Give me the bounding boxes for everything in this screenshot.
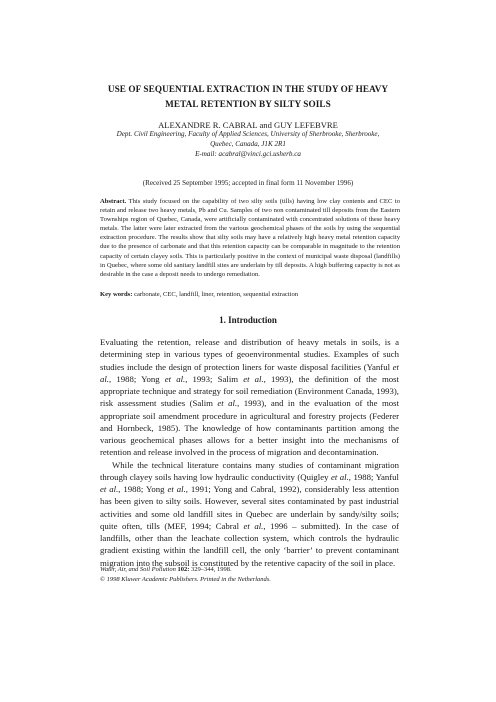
paragraph-1	[100, 336, 399, 459]
journal-volume: 102:	[177, 566, 190, 573]
paragraph-2-text: While the technical literature contains many studies of contaminant migration through clayey soils having low hydraulic conductivity (Quigley	[100, 459, 399, 482]
paragraph-2-text: , 1988; Yanful	[348, 471, 399, 482]
copyright-line	[100, 575, 400, 585]
et-al: et al.	[243, 520, 264, 531]
copyright-text: 1998 Kluwer Academic Publishers. Printed in the Netherlands.	[106, 575, 271, 583]
abstract-label: Abstract.	[100, 198, 127, 205]
abstract	[100, 197, 400, 279]
paper-title	[40, 82, 456, 111]
received-dates: (Received 25 September 1995; accepted in final form 11 November 1996)	[142, 179, 354, 187]
keywords	[100, 290, 400, 299]
keywords-text: carbonate, CEC, landfill, liner, retention, sequential extraction	[134, 291, 299, 298]
author-list: ALEXANDRE R. CABRAL and GUY LEFEBVRE	[158, 120, 338, 130]
paragraph-2	[100, 459, 399, 569]
copyright-icon: ©	[100, 575, 105, 583]
title-line-2: METAL RETENTION BY SILTY SOILS	[165, 98, 331, 109]
author-affiliation	[60, 130, 436, 159]
introduction-body	[100, 336, 399, 569]
paragraph-1-text: , 1993; Salim	[185, 373, 244, 384]
paragraph-1-text: , 1993), and in the evaluation of the most appropriate soil amendment procedure in agricultural and forestry projects (Federer and Hornbeck, 1985). The knowledge of how contaminants partition among the various geochemical phases allows for a better insight into the mechanisms of retention and release involved in the process of migration and decontamination.	[100, 398, 400, 458]
paragraph-1-text: Evaluating the retention, release and distribution of heavy metals in soils, is a determining step in various types of geoenvironmental studies. Examples of such studies include the design of protection liners for waste disposal facilities (Yanful	[100, 337, 399, 372]
paragraph-2-text: , 1996 – submitted). In the case of landfills, other than the leachate collection system, which controls the hydraulic gradient existing within the landfill cell, the only ‘barrier’ to prevent contaminant migration into the subsoil is constituted by the retentive capacity of the soil in place.	[100, 520, 399, 568]
title-line-1: USE OF SEQUENTIAL EXTRACTION IN THE STUDY OF HEAVY	[107, 84, 389, 94]
paragraph-2-text: , 1991; Yong and Cabral, 1992), considerably less attention has been given to silty soils. However, several sites contaminated by past industrial activities and some old landfill sites in Quebec are underlain by sandy/silty soils; quite often, tills (MEF, 1994; Cabral	[100, 484, 399, 531]
paragraph-1-text: , 1988; Yong	[109, 373, 165, 384]
affiliation-line-1: Dept. Civil Engineering, Faculty of Applied Sciences, University of Sherbrooke, Sherbrooke,	[116, 130, 380, 138]
et-al: et al.	[100, 361, 399, 384]
paragraph-1-text: , 1993), the definition of the most appropriate technique and strategy for soil remediation (Environment Canada, 1993), risk assessment studies (Salim	[100, 373, 399, 409]
publication-footer	[100, 565, 400, 584]
et-al: et al.	[217, 398, 238, 409]
author-email: E-mail: acabral@vinci.gci.usherb.ca	[195, 149, 301, 158]
journal-name: Water, Air, and Soil Pollution	[100, 566, 176, 573]
abstract-text: This study focused on the capability of two silty soils (tills) having low clay contents and CEC to retain and release two heavy metals, Pb and Cu. Samples of two non contaminated till deposits from the Eastern Townships region of Quebec, Canada, were artificially contaminated with concentrated solutions of these heavy metals. The latter were later extracted from the various geochemical phases of the soils by using the sequential extraction procedure. The results show that silty soils may have a relatively high heavy metal retention capacity due to the presence of carbonate and that this retention capacity can be comparable in magnitude to the retention capacity of certain clayey soils. This is particularly positive in the context of municipal waste disposal (landfills) in Quebec, where some old sanitary landfill sites are underlain by till deposits. A high buffering capacity is not as desirable in the case a deposit needs to undergo remediation.	[100, 198, 400, 278]
citation-line	[100, 565, 400, 575]
section-heading-introduction: 1. Introduction	[219, 315, 277, 325]
et-al: et al.	[164, 373, 186, 384]
affiliation-line-2: Quebec, Canada, J1K 2R1	[210, 139, 286, 148]
et-al: et al.	[100, 484, 119, 494]
et-al: et al.	[167, 484, 186, 494]
et-al: et al.	[330, 471, 349, 482]
et-al: et al.	[243, 373, 264, 384]
keywords-label: Key words:	[100, 291, 133, 298]
journal-pages: 329–344, 1998.	[191, 566, 232, 573]
paragraph-2-text: , 1988; Yong	[118, 484, 168, 494]
